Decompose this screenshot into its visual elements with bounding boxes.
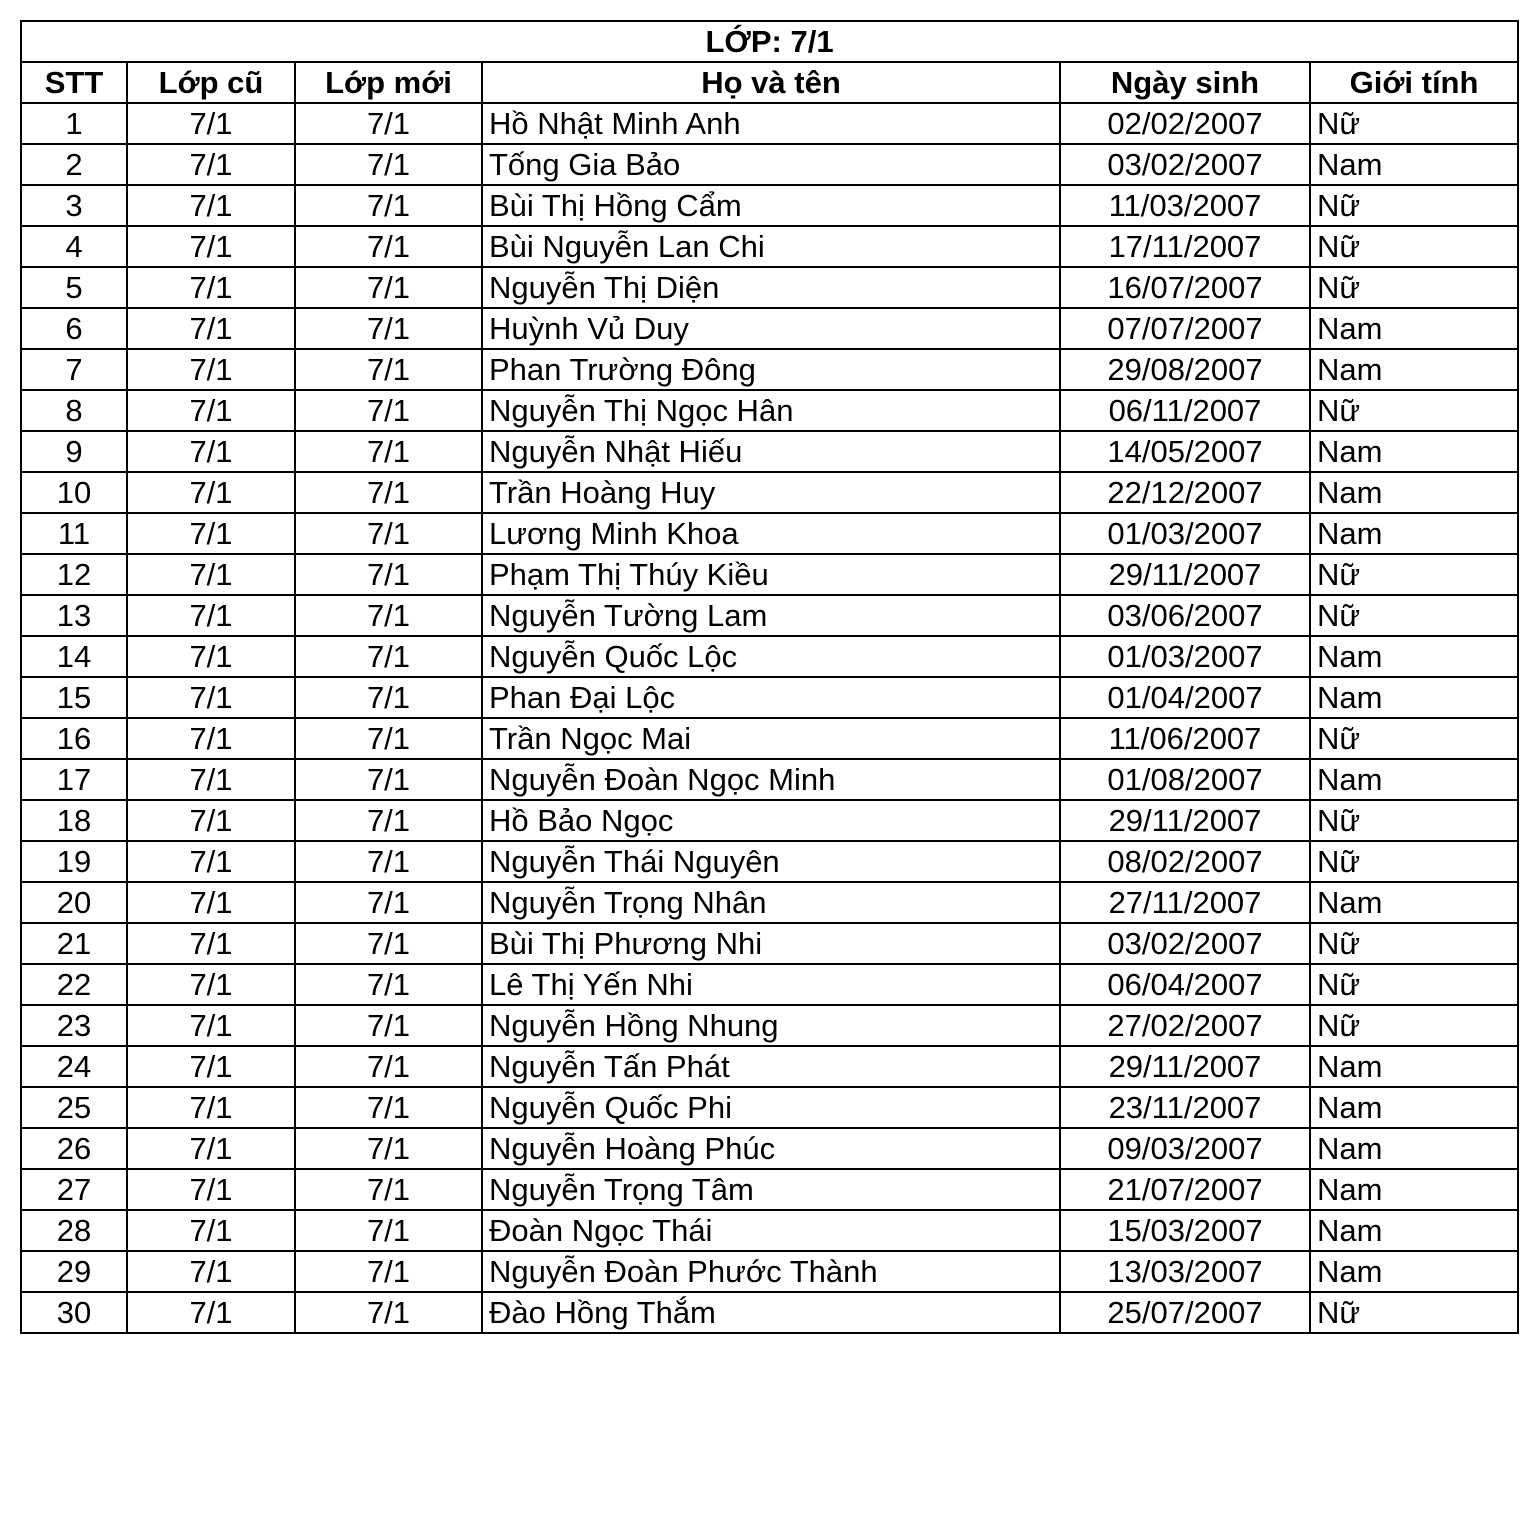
cell-new-class: 7/1 [295, 472, 482, 513]
cell-new-class: 7/1 [295, 964, 482, 1005]
cell-name: Nguyễn Quốc Phi [482, 1087, 1060, 1128]
cell-stt: 10 [21, 472, 127, 513]
cell-old-class: 7/1 [127, 1046, 295, 1087]
cell-gender: Nữ [1310, 841, 1518, 882]
cell-stt: 24 [21, 1046, 127, 1087]
cell-dob: 16/07/2007 [1060, 267, 1310, 308]
cell-stt: 2 [21, 144, 127, 185]
cell-old-class: 7/1 [127, 1087, 295, 1128]
cell-gender: Nữ [1310, 1292, 1518, 1333]
cell-new-class: 7/1 [295, 595, 482, 636]
table-row [21, 1087, 1518, 1128]
cell-old-class: 7/1 [127, 1210, 295, 1251]
cell-gender: Nam [1310, 472, 1518, 513]
table-row [21, 185, 1518, 226]
cell-gender: Nữ [1310, 964, 1518, 1005]
table-row [21, 841, 1518, 882]
header-stt: STT [21, 62, 127, 103]
cell-stt: 25 [21, 1087, 127, 1128]
cell-name: Nguyễn Quốc Lộc [482, 636, 1060, 677]
cell-name: Nguyễn Hồng Nhung [482, 1005, 1060, 1046]
cell-gender: Nữ [1310, 390, 1518, 431]
table-row [21, 103, 1518, 144]
cell-name: Nguyễn Tường Lam [482, 595, 1060, 636]
cell-old-class: 7/1 [127, 103, 295, 144]
cell-gender: Nữ [1310, 226, 1518, 267]
cell-new-class: 7/1 [295, 923, 482, 964]
cell-dob: 08/02/2007 [1060, 841, 1310, 882]
table-row [21, 923, 1518, 964]
header-gender: Giới tính [1310, 62, 1518, 103]
cell-old-class: 7/1 [127, 841, 295, 882]
cell-stt: 8 [21, 390, 127, 431]
cell-name: Nguyễn Tấn Phát [482, 1046, 1060, 1087]
cell-stt: 30 [21, 1292, 127, 1333]
cell-gender: Nam [1310, 882, 1518, 923]
title-row [21, 21, 1518, 62]
cell-old-class: 7/1 [127, 1128, 295, 1169]
cell-name: Nguyễn Đoàn Phước Thành [482, 1251, 1060, 1292]
cell-old-class: 7/1 [127, 964, 295, 1005]
cell-gender: Nam [1310, 513, 1518, 554]
table-row [21, 226, 1518, 267]
cell-stt: 13 [21, 595, 127, 636]
cell-stt: 15 [21, 677, 127, 718]
table-row [21, 1169, 1518, 1210]
cell-new-class: 7/1 [295, 513, 482, 554]
cell-dob: 29/08/2007 [1060, 349, 1310, 390]
cell-gender: Nam [1310, 1087, 1518, 1128]
cell-name: Bùi Nguyễn Lan Chi [482, 226, 1060, 267]
header-new-class: Lớp mới [295, 62, 482, 103]
cell-stt: 14 [21, 636, 127, 677]
table-row [21, 759, 1518, 800]
cell-name: Nguyễn Trọng Tâm [482, 1169, 1060, 1210]
cell-new-class: 7/1 [295, 144, 482, 185]
cell-dob: 02/02/2007 [1060, 103, 1310, 144]
cell-new-class: 7/1 [295, 1169, 482, 1210]
cell-gender: Nữ [1310, 1005, 1518, 1046]
cell-name: Bùi Thị Hồng Cẩm [482, 185, 1060, 226]
table-row [21, 1292, 1518, 1333]
cell-old-class: 7/1 [127, 718, 295, 759]
cell-gender: Nữ [1310, 923, 1518, 964]
cell-stt: 11 [21, 513, 127, 554]
cell-name: Nguyễn Trọng Nhân [482, 882, 1060, 923]
cell-gender: Nữ [1310, 595, 1518, 636]
cell-dob: 01/04/2007 [1060, 677, 1310, 718]
cell-old-class: 7/1 [127, 390, 295, 431]
cell-name: Nguyễn Hoàng Phúc [482, 1128, 1060, 1169]
cell-name: Lương Minh Khoa [482, 513, 1060, 554]
cell-stt: 12 [21, 554, 127, 595]
cell-dob: 14/05/2007 [1060, 431, 1310, 472]
cell-stt: 7 [21, 349, 127, 390]
table-row [21, 718, 1518, 759]
cell-name: Hồ Bảo Ngọc [482, 800, 1060, 841]
cell-gender: Nam [1310, 677, 1518, 718]
cell-dob: 01/03/2007 [1060, 636, 1310, 677]
cell-old-class: 7/1 [127, 595, 295, 636]
cell-dob: 03/06/2007 [1060, 595, 1310, 636]
cell-dob: 11/06/2007 [1060, 718, 1310, 759]
cell-stt: 23 [21, 1005, 127, 1046]
cell-dob: 09/03/2007 [1060, 1128, 1310, 1169]
cell-new-class: 7/1 [295, 1087, 482, 1128]
table-row [21, 1046, 1518, 1087]
cell-new-class: 7/1 [295, 759, 482, 800]
table-row [21, 1210, 1518, 1251]
cell-old-class: 7/1 [127, 144, 295, 185]
cell-old-class: 7/1 [127, 1005, 295, 1046]
cell-stt: 17 [21, 759, 127, 800]
cell-stt: 22 [21, 964, 127, 1005]
cell-old-class: 7/1 [127, 185, 295, 226]
cell-dob: 15/03/2007 [1060, 1210, 1310, 1251]
cell-stt: 5 [21, 267, 127, 308]
cell-stt: 9 [21, 431, 127, 472]
cell-gender: Nam [1310, 1046, 1518, 1087]
cell-new-class: 7/1 [295, 103, 482, 144]
cell-old-class: 7/1 [127, 226, 295, 267]
cell-gender: Nam [1310, 636, 1518, 677]
cell-dob: 11/03/2007 [1060, 185, 1310, 226]
cell-old-class: 7/1 [127, 636, 295, 677]
cell-stt: 1 [21, 103, 127, 144]
cell-old-class: 7/1 [127, 1292, 295, 1333]
cell-name: Tống Gia Bảo [482, 144, 1060, 185]
cell-dob: 22/12/2007 [1060, 472, 1310, 513]
cell-name: Phan Đại Lộc [482, 677, 1060, 718]
cell-stt: 3 [21, 185, 127, 226]
cell-dob: 06/11/2007 [1060, 390, 1310, 431]
cell-new-class: 7/1 [295, 1251, 482, 1292]
cell-dob: 21/07/2007 [1060, 1169, 1310, 1210]
cell-new-class: 7/1 [295, 841, 482, 882]
table-row [21, 1005, 1518, 1046]
cell-dob: 27/02/2007 [1060, 1005, 1310, 1046]
cell-new-class: 7/1 [295, 636, 482, 677]
cell-name: Trần Hoàng Huy [482, 472, 1060, 513]
cell-gender: Nam [1310, 1128, 1518, 1169]
cell-old-class: 7/1 [127, 800, 295, 841]
cell-dob: 01/03/2007 [1060, 513, 1310, 554]
cell-old-class: 7/1 [127, 759, 295, 800]
cell-new-class: 7/1 [295, 554, 482, 595]
cell-name: Bùi Thị Phương Nhi [482, 923, 1060, 964]
cell-new-class: 7/1 [295, 1292, 482, 1333]
header-row [21, 62, 1518, 103]
cell-new-class: 7/1 [295, 1005, 482, 1046]
cell-gender: Nữ [1310, 103, 1518, 144]
cell-dob: 29/11/2007 [1060, 800, 1310, 841]
cell-name: Nguyễn Thị Diện [482, 267, 1060, 308]
cell-new-class: 7/1 [295, 1046, 482, 1087]
cell-old-class: 7/1 [127, 1251, 295, 1292]
header-dob: Ngày sinh [1060, 62, 1310, 103]
table-row [21, 1128, 1518, 1169]
cell-new-class: 7/1 [295, 308, 482, 349]
cell-gender: Nữ [1310, 800, 1518, 841]
table-row [21, 636, 1518, 677]
cell-new-class: 7/1 [295, 431, 482, 472]
table-row [21, 267, 1518, 308]
cell-gender: Nam [1310, 1251, 1518, 1292]
cell-new-class: 7/1 [295, 677, 482, 718]
table-row [21, 308, 1518, 349]
cell-dob: 06/04/2007 [1060, 964, 1310, 1005]
cell-gender: Nam [1310, 349, 1518, 390]
cell-new-class: 7/1 [295, 1128, 482, 1169]
table-row [21, 513, 1518, 554]
cell-gender: Nam [1310, 308, 1518, 349]
cell-stt: 16 [21, 718, 127, 759]
cell-old-class: 7/1 [127, 882, 295, 923]
cell-dob: 29/11/2007 [1060, 1046, 1310, 1087]
table-row [21, 390, 1518, 431]
cell-old-class: 7/1 [127, 554, 295, 595]
cell-name: Lê Thị Yến Nhi [482, 964, 1060, 1005]
class-roster-table [20, 20, 1519, 1334]
cell-name: Huỳnh Vủ Duy [482, 308, 1060, 349]
cell-gender: Nam [1310, 1169, 1518, 1210]
cell-stt: 29 [21, 1251, 127, 1292]
cell-gender: Nam [1310, 431, 1518, 472]
cell-old-class: 7/1 [127, 431, 295, 472]
cell-name: Nguyễn Thị Ngọc Hân [482, 390, 1060, 431]
cell-dob: 27/11/2007 [1060, 882, 1310, 923]
cell-stt: 21 [21, 923, 127, 964]
cell-dob: 23/11/2007 [1060, 1087, 1310, 1128]
table-row [21, 1251, 1518, 1292]
cell-name: Hồ Nhật Minh Anh [482, 103, 1060, 144]
cell-old-class: 7/1 [127, 349, 295, 390]
cell-gender: Nam [1310, 759, 1518, 800]
cell-new-class: 7/1 [295, 1210, 482, 1251]
cell-name: Đào Hồng Thắm [482, 1292, 1060, 1333]
cell-name: Trần Ngọc Mai [482, 718, 1060, 759]
class-title: LỚP: 7/1 [21, 21, 1518, 62]
table-row [21, 677, 1518, 718]
cell-name: Nguyễn Nhật Hiếu [482, 431, 1060, 472]
cell-gender: Nữ [1310, 718, 1518, 759]
cell-new-class: 7/1 [295, 882, 482, 923]
cell-stt: 4 [21, 226, 127, 267]
table-row [21, 882, 1518, 923]
cell-stt: 6 [21, 308, 127, 349]
cell-stt: 28 [21, 1210, 127, 1251]
header-old-class: Lớp cũ [127, 62, 295, 103]
cell-stt: 27 [21, 1169, 127, 1210]
cell-dob: 17/11/2007 [1060, 226, 1310, 267]
cell-new-class: 7/1 [295, 718, 482, 759]
cell-old-class: 7/1 [127, 513, 295, 554]
cell-stt: 19 [21, 841, 127, 882]
cell-dob: 01/08/2007 [1060, 759, 1310, 800]
table-row [21, 595, 1518, 636]
roster-body [21, 103, 1518, 1333]
cell-dob: 13/03/2007 [1060, 1251, 1310, 1292]
cell-gender: Nam [1310, 144, 1518, 185]
cell-name: Nguyễn Thái Nguyên [482, 841, 1060, 882]
cell-new-class: 7/1 [295, 390, 482, 431]
cell-stt: 20 [21, 882, 127, 923]
cell-old-class: 7/1 [127, 1169, 295, 1210]
cell-gender: Nữ [1310, 267, 1518, 308]
cell-dob: 03/02/2007 [1060, 144, 1310, 185]
table-row [21, 472, 1518, 513]
cell-name: Nguyễn Đoàn Ngọc Minh [482, 759, 1060, 800]
cell-gender: Nữ [1310, 554, 1518, 595]
cell-dob: 25/07/2007 [1060, 1292, 1310, 1333]
table-row [21, 800, 1518, 841]
cell-new-class: 7/1 [295, 267, 482, 308]
cell-old-class: 7/1 [127, 923, 295, 964]
table-row [21, 964, 1518, 1005]
table-row [21, 349, 1518, 390]
cell-stt: 26 [21, 1128, 127, 1169]
cell-gender: Nữ [1310, 185, 1518, 226]
cell-name: Phan Trường Đông [482, 349, 1060, 390]
cell-old-class: 7/1 [127, 308, 295, 349]
table-row [21, 554, 1518, 595]
cell-new-class: 7/1 [295, 185, 482, 226]
cell-dob: 07/07/2007 [1060, 308, 1310, 349]
cell-gender: Nam [1310, 1210, 1518, 1251]
cell-new-class: 7/1 [295, 349, 482, 390]
cell-new-class: 7/1 [295, 800, 482, 841]
header-name: Họ và tên [482, 62, 1060, 103]
cell-old-class: 7/1 [127, 472, 295, 513]
cell-old-class: 7/1 [127, 267, 295, 308]
cell-name: Phạm Thị Thúy Kiều [482, 554, 1060, 595]
cell-dob: 29/11/2007 [1060, 554, 1310, 595]
table-row [21, 431, 1518, 472]
cell-new-class: 7/1 [295, 226, 482, 267]
table-row [21, 144, 1518, 185]
cell-old-class: 7/1 [127, 677, 295, 718]
cell-stt: 18 [21, 800, 127, 841]
cell-dob: 03/02/2007 [1060, 923, 1310, 964]
cell-name: Đoàn Ngọc Thái [482, 1210, 1060, 1251]
